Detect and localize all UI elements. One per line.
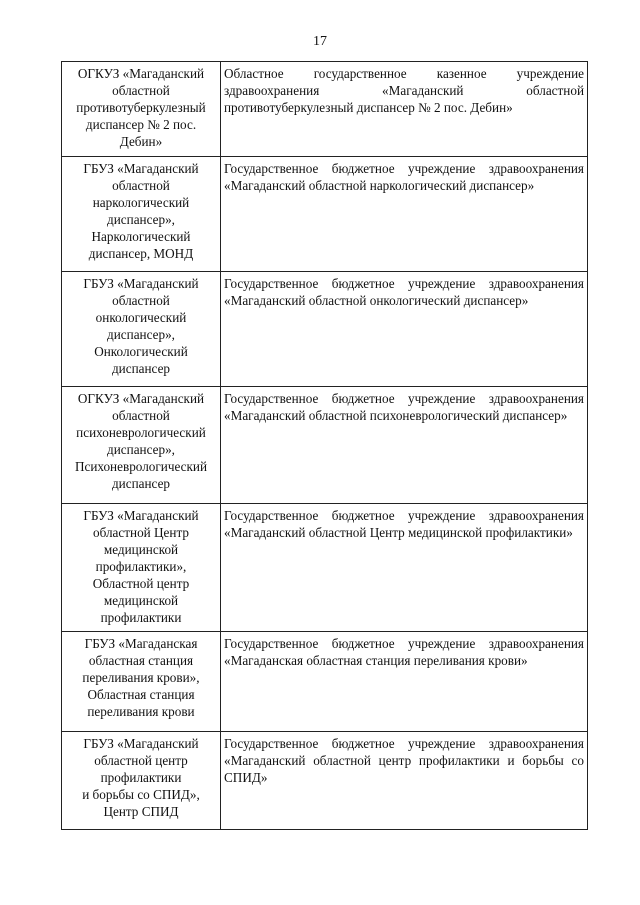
short-name-cell (62, 632, 221, 732)
short-name-line: областной (112, 83, 170, 98)
full-name-cell: Государственное бюджетное учреждение здравоохранения «Магаданский областной центр профилактики и борьбы со СПИД» (221, 732, 588, 830)
short-name-line: диспансер», (107, 442, 175, 457)
full-name-cell: Областное государственное казенное учреждение здравоохранения «Магаданский областной противотуберкулезный диспансер № 2 пос. Дебин» (221, 62, 588, 157)
short-name-cell (62, 157, 221, 272)
short-name-line: медицинской (103, 542, 179, 557)
short-name-line: ГБУЗ «Магаданский (83, 508, 199, 523)
short-name-line: медицинской (103, 593, 179, 608)
short-name-cell (62, 272, 221, 387)
full-name-cell: Государственное бюджетное учреждение здравоохранения «Магаданский областной онкологический диспансер» (221, 272, 588, 387)
short-name-line: Психоневрологический (74, 459, 208, 474)
short-name-line: ГБУЗ «Магаданская (84, 636, 198, 651)
short-name-line: наркологический (92, 195, 190, 210)
table-row (62, 387, 588, 504)
short-name-line: диспансер № 2 пос. (85, 117, 197, 132)
table-row (62, 272, 588, 387)
table-row (62, 632, 588, 732)
table-row (62, 157, 588, 272)
short-name-line: противотуберкулезный (76, 100, 206, 115)
full-name-cell: Государственное бюджетное учреждение здравоохранения «Магаданский областной психоневрологический диспансер» (221, 387, 588, 504)
short-name-cell (62, 504, 221, 632)
short-name-line: диспансер, МОНД (88, 246, 194, 261)
short-name-line: областной Центр (93, 525, 189, 540)
short-name-cell (62, 387, 221, 504)
short-name-line: Наркологический (91, 229, 191, 244)
short-name-line: профилактики», (95, 559, 187, 574)
short-name-line: Центр СПИД (103, 804, 179, 819)
full-name-cell: Государственное бюджетное учреждение здравоохранения «Магаданский областной наркологический диспансер» (221, 157, 588, 272)
table-row (62, 62, 588, 157)
short-name-line: диспансер», (107, 212, 175, 227)
short-name-line: областной центр (94, 753, 188, 768)
short-name-line: диспансер (111, 361, 171, 376)
short-name-line: Дебин» (119, 134, 163, 149)
short-name-line: Областная станция (87, 687, 195, 702)
short-name-line: диспансер (111, 476, 171, 491)
short-name-line: областная станция (88, 653, 194, 668)
short-name-line: диспансер», (107, 327, 175, 342)
short-name-cell (62, 732, 221, 830)
short-name-line: Онкологический (94, 344, 188, 359)
full-name-cell: Государственное бюджетное учреждение здравоохранения «Магаданский областной Центр медицинской профилактики» (221, 504, 588, 632)
table-body (62, 62, 588, 830)
short-name-line: и борьбы со СПИД», (82, 787, 200, 802)
table-row (62, 504, 588, 632)
page-number: 17 (313, 34, 327, 49)
short-name-line: областной (112, 178, 170, 193)
short-name-line: профилактики (100, 770, 182, 785)
short-name-line: областной (112, 293, 170, 308)
short-name-line: областной (112, 408, 170, 423)
short-name-line: онкологический (95, 310, 187, 325)
short-name-line: ОГКУЗ «Магаданский (77, 391, 205, 406)
institutions-table (61, 61, 588, 830)
short-name-line: переливания крови», (82, 670, 200, 685)
short-name-cell (62, 62, 221, 157)
short-name-line: Областной центр (92, 576, 190, 591)
short-name-line: ГБУЗ «Магаданский (83, 161, 199, 176)
short-name-line: ОГКУЗ «Магаданский (77, 66, 205, 81)
short-name-line: ГБУЗ «Магаданский (83, 736, 199, 751)
short-name-line: профилактики (100, 610, 182, 625)
short-name-line: ГБУЗ «Магаданский (83, 276, 199, 291)
table-row (62, 732, 588, 830)
short-name-line: переливания крови (87, 704, 195, 719)
short-name-line: психоневрологический (76, 425, 206, 440)
full-name-cell: Государственное бюджетное учреждение здравоохранения «Магаданская областная станция переливания крови» (221, 632, 588, 732)
